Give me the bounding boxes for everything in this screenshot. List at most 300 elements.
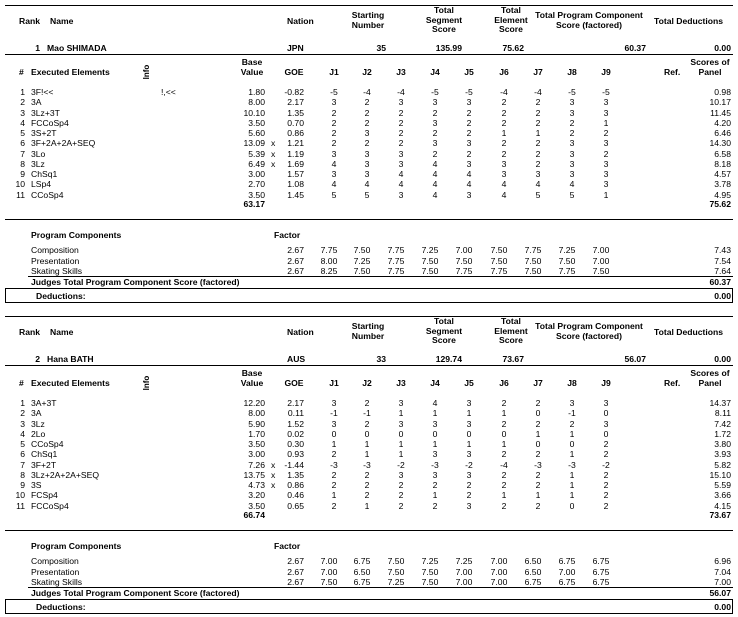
- element-goe: 0.46: [287, 490, 304, 501]
- element-judge-score: 4: [398, 179, 404, 190]
- component-name: Composition: [31, 245, 79, 255]
- element-judge-score: 3: [364, 158, 370, 169]
- element-goe: 0.86: [287, 480, 304, 490]
- element-goe: -1.44: [284, 459, 304, 470]
- element-judge-score: 1: [432, 439, 438, 449]
- element-base-value: 10.10: [243, 107, 265, 118]
- element-judge-score: 4: [466, 169, 472, 179]
- element-goe: -0.82: [284, 87, 304, 97]
- judges-total-pcs: 56.07: [709, 587, 731, 598]
- factor-header: Factor: [274, 541, 301, 551]
- element-judge-score: 2: [535, 418, 541, 429]
- element-base-value: 3.50: [248, 189, 265, 200]
- element-judge-score: 2: [501, 500, 507, 511]
- element-number: 6: [20, 449, 25, 460]
- element-judge-score: 4: [569, 179, 575, 190]
- element-judge-score: 3: [364, 148, 370, 159]
- element-judge-score: 2: [603, 148, 609, 159]
- element-judge-score: 3: [569, 97, 575, 108]
- element-name: 3A: [31, 408, 42, 419]
- element-judge-score: 3: [432, 138, 438, 149]
- element-goe: 0.11: [287, 408, 304, 419]
- element-judge-score: 2: [398, 480, 404, 490]
- component-name: Composition: [31, 556, 79, 566]
- element-judge-score: 3: [603, 138, 609, 149]
- element-judge-score: 2: [432, 107, 438, 118]
- deductions-total: 0.00: [714, 290, 731, 301]
- element-name: 3S: [31, 480, 42, 490]
- element-number: 9: [20, 480, 25, 490]
- element-judge-score: 3: [331, 97, 337, 108]
- element-judge-score: 2: [603, 449, 609, 460]
- total-pcs-header: Total Program Component Score (factored): [535, 321, 643, 341]
- element-judge-score: 3: [466, 189, 472, 200]
- element-judge-score: 2: [535, 480, 541, 490]
- element-judge-score: 2: [398, 500, 404, 511]
- element-judge-score: 2: [432, 128, 438, 138]
- component-judge-score: 7.75: [320, 245, 338, 255]
- element-judge-score: -3: [330, 459, 338, 470]
- judge-header-j5: J5: [464, 67, 474, 77]
- element-panel-score: 11.45: [710, 107, 731, 118]
- element-judge-score: 1: [466, 408, 472, 419]
- element-number: 5: [20, 128, 25, 138]
- component-panel-score: 7.04: [714, 566, 731, 577]
- element-judge-score: 3: [466, 398, 472, 408]
- element-judge-score: 3: [432, 418, 438, 429]
- skater-name: Mao SHIMADA: [47, 43, 107, 53]
- element-number: 2: [20, 408, 25, 419]
- element-judge-score: 1: [331, 439, 337, 449]
- element-base-value: 2.70: [248, 179, 265, 190]
- element-judge-score: 2: [501, 117, 507, 128]
- total-deductions-header: Total Deductions: [654, 16, 724, 26]
- element-base-value: 3.50: [248, 500, 265, 511]
- element-judge-score: 2: [535, 449, 541, 460]
- element-judge-score: 3: [432, 449, 438, 460]
- executed-elements-header: Executed Elements: [31, 378, 110, 388]
- num-header: #: [19, 67, 24, 77]
- element-name: ChSq1: [31, 169, 58, 179]
- element-judge-score: -4: [534, 87, 542, 97]
- scores-of-panel-header: Scores of Panel: [690, 368, 730, 388]
- element-name: 3F+2A+2A+SEQ: [31, 138, 96, 149]
- component-judge-score: 7.50: [558, 255, 576, 266]
- element-name: 3A: [31, 97, 42, 108]
- element-base-value: 5.60: [248, 128, 265, 138]
- element-judge-score: 3: [466, 449, 472, 460]
- element-judge-score: -5: [602, 87, 610, 97]
- element-judge-score: 3: [603, 97, 609, 108]
- deductions-label: Deductions:: [36, 290, 86, 301]
- component-judge-score: 6.75: [558, 556, 576, 566]
- component-judge-score: 7.50: [387, 566, 405, 577]
- element-judge-score: 3: [466, 158, 472, 169]
- element-judge-score: 3: [432, 97, 438, 108]
- judge-header-j1: J1: [329, 378, 339, 388]
- elements-bottom-border: [5, 530, 733, 531]
- element-goe: 1.57: [287, 169, 304, 179]
- judge-header-j6: J6: [499, 378, 509, 388]
- pcs-bottom-border: [5, 288, 733, 289]
- component-judge-score: 6.75: [524, 577, 542, 588]
- element-x-mark: x: [271, 469, 276, 480]
- element-judge-score: 3: [466, 469, 472, 480]
- base-value-header: Base Value: [240, 57, 264, 77]
- element-number: 1: [20, 87, 25, 97]
- deductions-left-border: [5, 288, 6, 302]
- total-program-component-score: 60.37: [624, 43, 646, 53]
- element-judge-score: -3: [431, 459, 439, 470]
- element-judge-score: 2: [569, 117, 575, 128]
- component-judge-score: 7.75: [455, 266, 473, 277]
- element-judge-score: 1: [535, 490, 541, 501]
- summary-bottom-border: [5, 365, 733, 366]
- element-judge-score: 2: [603, 500, 609, 511]
- base-value-total: 63.17: [243, 199, 265, 210]
- element-judge-score: 3: [603, 418, 609, 429]
- element-x-mark: x: [271, 138, 276, 149]
- name-header: Name: [50, 327, 74, 337]
- element-judge-score: 2: [501, 418, 507, 429]
- element-name: 3A+3T: [31, 398, 57, 408]
- element-base-value: 6.49: [248, 158, 265, 169]
- total-element-score-header: Total Element Score: [494, 316, 528, 346]
- element-judge-score: 3: [603, 158, 609, 169]
- summary-bottom-border: [5, 54, 733, 55]
- component-judge-score: 7.50: [592, 266, 610, 277]
- program-components-header: Program Components: [31, 541, 122, 551]
- element-judge-score: 2: [364, 469, 370, 480]
- ref-header: Ref.: [664, 378, 681, 388]
- element-judge-score: 3: [398, 158, 404, 169]
- skater-rank: 2: [35, 354, 40, 364]
- element-goe: 1.35: [287, 107, 304, 118]
- element-judge-score: 1: [569, 490, 575, 501]
- component-judge-score: 7.50: [421, 266, 439, 277]
- component-judge-score: 6.75: [592, 566, 610, 577]
- element-judge-score: 2: [603, 469, 609, 480]
- component-factor: 2.67: [287, 556, 304, 566]
- judges-total-pcs-label: Judges Total Program Component Score (factored): [31, 587, 240, 598]
- element-judge-score: 5: [364, 189, 370, 200]
- component-judge-score: 8.25: [320, 266, 338, 277]
- total-element-score: 73.67: [502, 354, 524, 364]
- element-number: 11: [16, 500, 25, 511]
- element-judge-score: 3: [364, 128, 370, 138]
- element-judge-score: 5: [569, 189, 575, 200]
- element-panel-score: 4.15: [714, 500, 731, 511]
- element-judge-score: 3: [398, 469, 404, 480]
- deductions-right-border: [732, 288, 733, 302]
- element-panel-score: 15.10: [709, 469, 731, 480]
- component-judge-score: 7.75: [387, 245, 405, 255]
- element-judge-score: 2: [331, 500, 337, 511]
- element-judge-score: 4: [331, 158, 337, 169]
- element-base-value: 1.80: [248, 87, 265, 97]
- component-judge-score: 7.75: [558, 266, 576, 277]
- element-judge-score: 2: [364, 490, 370, 501]
- skater-protocol: [0, 0, 738, 306]
- component-judge-score: 6.75: [592, 577, 610, 588]
- element-judge-score: 1: [364, 449, 370, 460]
- component-name: Presentation: [31, 566, 80, 577]
- element-number: 11: [16, 189, 25, 200]
- element-judge-score: 2: [466, 128, 472, 138]
- element-name: LSp4: [31, 179, 52, 190]
- element-panel-score: 14.37: [709, 398, 731, 408]
- element-judge-score: 2: [603, 439, 609, 449]
- element-base-value: 13.09: [243, 138, 265, 149]
- table-top-border: [5, 5, 733, 6]
- component-judge-score: 7.75: [524, 245, 542, 255]
- element-judge-score: 2: [432, 500, 438, 511]
- element-number: 2: [20, 97, 25, 108]
- element-judge-score: 2: [364, 107, 370, 118]
- skater-name: Hana BATH: [47, 354, 94, 364]
- element-number: 6: [20, 138, 25, 149]
- skater-protocol: [0, 311, 738, 617]
- element-judge-score: 2: [331, 107, 337, 118]
- element-judge-score: 2: [603, 128, 609, 138]
- component-judge-score: 7.50: [455, 255, 473, 266]
- deductions-left-border: [5, 599, 6, 613]
- component-factor: 2.67: [287, 245, 304, 255]
- judge-header-j4: J4: [430, 378, 440, 388]
- element-judge-score: 2: [331, 138, 337, 149]
- goe-header: GOE: [284, 67, 304, 77]
- component-judge-score: 7.00: [320, 556, 338, 566]
- element-name: 3Lz: [31, 418, 45, 429]
- element-panel-score: 5.82: [714, 459, 731, 470]
- element-judge-score: 1: [398, 439, 404, 449]
- element-base-value: 8.00: [248, 97, 265, 108]
- element-judge-score: 3: [603, 107, 609, 118]
- name-header: Name: [50, 16, 74, 26]
- elements-total: 73.67: [709, 510, 731, 521]
- element-judge-score: -5: [465, 87, 473, 97]
- skater-nation: AUS: [287, 354, 306, 364]
- element-judge-score: -3: [363, 459, 371, 470]
- total-segment-score: 135.99: [435, 43, 462, 53]
- element-judge-score: 2: [501, 398, 507, 408]
- element-judge-score: 2: [432, 148, 438, 159]
- element-judge-score: 2: [501, 480, 507, 490]
- element-judge-score: 2: [398, 128, 404, 138]
- component-panel-score: 7.00: [714, 577, 731, 588]
- element-judge-score: 1: [569, 469, 575, 480]
- component-judge-score: 6.50: [524, 556, 542, 566]
- base-value-total: 66.74: [243, 510, 265, 521]
- element-judge-score: 1: [364, 439, 370, 449]
- element-judge-score: 2: [501, 469, 507, 480]
- element-judge-score: 3: [466, 500, 472, 511]
- total-deductions: 0.00: [714, 43, 731, 53]
- element-judge-score: 2: [466, 117, 472, 128]
- element-judge-score: 2: [331, 480, 337, 490]
- component-judge-score: 7.50: [320, 577, 338, 588]
- component-judge-score: 6.50: [353, 566, 371, 577]
- elements-bottom-border: [5, 219, 733, 220]
- element-panel-score: 3.93: [714, 449, 731, 460]
- element-base-value: 3.50: [248, 117, 265, 128]
- executed-elements-header: Executed Elements: [31, 67, 110, 77]
- element-judge-score: 3: [569, 138, 575, 149]
- element-judge-score: 2: [501, 107, 507, 118]
- element-number: 10: [15, 490, 25, 501]
- component-judge-score: 7.50: [524, 255, 542, 266]
- goe-header: GOE: [284, 378, 304, 388]
- component-judge-score: 7.00: [490, 556, 508, 566]
- element-judge-score: -2: [602, 459, 610, 470]
- element-judge-score: -2: [397, 459, 405, 470]
- element-judge-score: 3: [466, 418, 472, 429]
- element-judge-score: 2: [535, 148, 541, 159]
- element-panel-score: 14.30: [709, 138, 731, 149]
- element-judge-score: 2: [364, 138, 370, 149]
- element-number: 8: [20, 158, 25, 169]
- element-judge-score: 3: [603, 179, 609, 190]
- component-name: Presentation: [31, 255, 80, 266]
- component-judge-score: 7.00: [592, 245, 610, 255]
- element-judge-score: 1: [398, 408, 404, 419]
- element-judge-score: 1: [535, 128, 541, 138]
- element-goe: 0.02: [287, 428, 304, 439]
- element-name: 3S+2T: [31, 128, 57, 138]
- component-judge-score: 7.50: [490, 255, 508, 266]
- component-judge-score: 7.50: [421, 255, 439, 266]
- component-judge-score: 7.00: [455, 245, 473, 255]
- element-goe: 1.21: [287, 138, 304, 149]
- element-judge-score: 0: [466, 428, 472, 439]
- component-judge-score: 7.25: [353, 255, 371, 266]
- element-goe: 0.86: [287, 128, 304, 138]
- element-judge-score: 2: [535, 117, 541, 128]
- element-judge-score: 0: [603, 428, 609, 439]
- element-judge-score: 1: [535, 428, 541, 439]
- element-judge-score: 3: [364, 169, 370, 179]
- component-factor: 2.67: [287, 566, 304, 577]
- element-judge-score: 3: [501, 158, 507, 169]
- element-panel-score: 4.20: [714, 117, 731, 128]
- element-judge-score: 0: [432, 428, 438, 439]
- judge-header-j3: J3: [396, 378, 406, 388]
- element-judge-score: 3: [466, 138, 472, 149]
- total-segment-score-header: Total Segment Score: [425, 316, 463, 346]
- rank-header: Rank: [19, 327, 41, 337]
- element-base-value: 3.00: [248, 169, 265, 179]
- element-judge-score: 2: [466, 148, 472, 159]
- element-judge-score: 3: [569, 107, 575, 118]
- table-top-border: [5, 316, 733, 317]
- starting-number: 33: [376, 354, 386, 364]
- ref-header: Ref.: [664, 67, 681, 77]
- info-header: Info: [142, 64, 151, 80]
- element-number: 1: [20, 398, 25, 408]
- element-number: 3: [20, 418, 25, 429]
- element-judge-score: 1: [603, 117, 609, 128]
- element-judge-score: 2: [398, 490, 404, 501]
- element-judge-score: 1: [501, 408, 507, 419]
- judge-header-j5: J5: [464, 378, 474, 388]
- element-judge-score: 3: [501, 169, 507, 179]
- total-segment-score-header: Total Segment Score: [425, 5, 463, 35]
- element-judge-score: 2: [364, 97, 370, 108]
- element-judge-score: 0: [398, 428, 404, 439]
- element-judge-score: -4: [397, 87, 405, 97]
- element-judge-score: 2: [398, 107, 404, 118]
- skater-rank: 1: [35, 43, 40, 53]
- element-judge-score: 2: [398, 117, 404, 128]
- element-judge-score: 2: [569, 128, 575, 138]
- deductions-bottom-border: [5, 613, 733, 614]
- element-judge-score: 1: [569, 428, 575, 439]
- element-number: 3: [20, 107, 25, 118]
- element-judge-score: 2: [466, 480, 472, 490]
- element-judge-score: 2: [535, 97, 541, 108]
- element-judge-score: 0: [331, 428, 337, 439]
- element-number: 4: [20, 428, 25, 439]
- component-judge-score: 7.50: [387, 556, 405, 566]
- element-goe: 1.08: [287, 179, 304, 190]
- judge-header-j2: J2: [362, 67, 372, 77]
- element-judge-score: 0: [501, 428, 507, 439]
- element-base-value: 5.39: [248, 148, 265, 159]
- element-judge-score: 2: [364, 398, 370, 408]
- element-base-value: 3.50: [248, 439, 265, 449]
- element-panel-score: 4.95: [714, 189, 731, 200]
- element-judge-score: 4: [501, 179, 507, 190]
- element-judge-score: 4: [432, 189, 438, 200]
- element-name: 3Lo: [31, 148, 46, 159]
- element-judge-score: 2: [501, 138, 507, 149]
- element-judge-score: 3: [466, 97, 472, 108]
- element-judge-score: 0: [569, 500, 575, 511]
- total-element-score-header: Total Element Score: [494, 5, 528, 35]
- element-judge-score: 2: [535, 107, 541, 118]
- element-judge-score: 4: [432, 158, 438, 169]
- element-judge-score: 3: [398, 148, 404, 159]
- component-factor: 2.67: [287, 255, 304, 266]
- element-judge-score: 0: [535, 408, 541, 419]
- component-judge-score: 7.25: [421, 556, 439, 566]
- element-judge-score: -3: [534, 459, 542, 470]
- element-judge-score: 4: [501, 189, 507, 200]
- component-factor: 2.67: [287, 577, 304, 588]
- scores-of-panel-header: Scores of Panel: [690, 57, 730, 77]
- deductions-right-border: [732, 599, 733, 613]
- element-judge-score: 1: [364, 500, 370, 511]
- starting-number-header: Starting Number: [351, 10, 385, 30]
- nation-header: Nation: [287, 16, 314, 26]
- element-judge-score: 2: [364, 117, 370, 128]
- component-judge-score: 7.00: [558, 566, 576, 577]
- element-judge-score: 2: [535, 469, 541, 480]
- element-base-value: 12.20: [243, 398, 265, 408]
- element-panel-score: 3.78: [714, 179, 731, 190]
- info-header: Info: [142, 375, 151, 391]
- element-judge-score: -4: [500, 459, 508, 470]
- element-judge-score: 0: [535, 439, 541, 449]
- element-judge-score: 3: [535, 169, 541, 179]
- element-judge-score: 4: [432, 169, 438, 179]
- total-deductions-header: Total Deductions: [654, 327, 724, 337]
- element-panel-score: 3.80: [714, 439, 731, 449]
- component-judge-score: 7.25: [421, 245, 439, 255]
- element-info: !,<<: [161, 87, 176, 97]
- element-judge-score: -1: [363, 408, 371, 419]
- component-panel-score: 7.64: [714, 266, 731, 277]
